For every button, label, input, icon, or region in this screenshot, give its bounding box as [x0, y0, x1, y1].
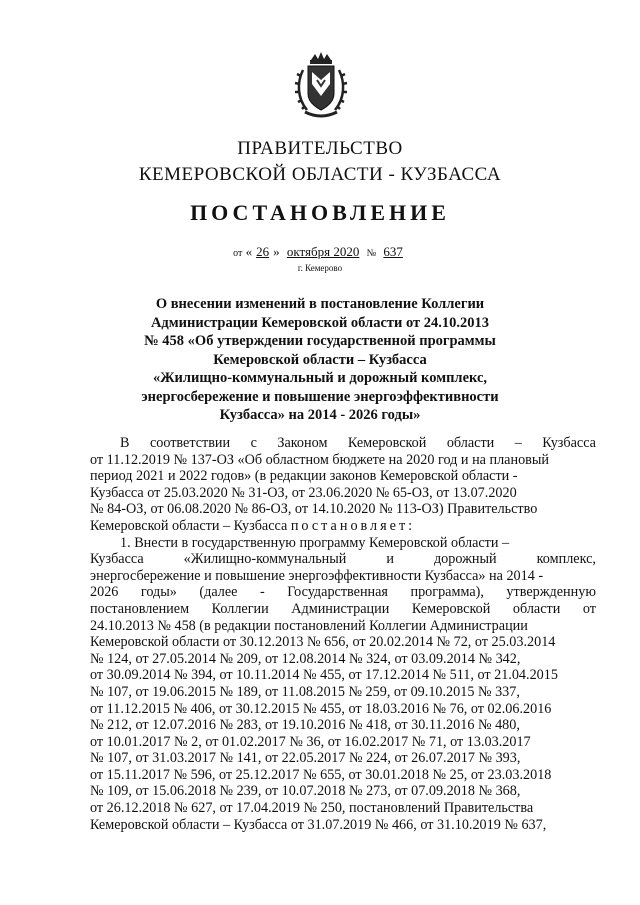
body-text: соответствии	[149, 435, 231, 451]
body-text: Кузбасса от 25.03.2020 № 31-ОЗ, от 23.06.2020 № 65-ОЗ, от 13.07.2020	[90, 484, 517, 501]
body-line	[90, 800, 596, 817]
city-name: г. Кемерово	[297, 263, 343, 273]
body-text: и	[386, 551, 394, 568]
heading-line: О внесении изменений в постановление Коллегии	[155, 296, 485, 312]
body-text: дорожный	[433, 551, 497, 568]
document-number: 637	[383, 244, 403, 259]
body-text: № 107, от 19.06.2015 № 189, от 11.08.2015 № 259, от 09.10.2015 № 337,	[90, 683, 520, 700]
heading-line: энергосбережение и повышение энергоэффективности	[141, 388, 499, 405]
document-body	[90, 435, 596, 833]
body-line	[90, 535, 596, 552]
body-text: от 11.12.2019 № 137-ОЗ «Об областном бюджете на 2020 год и на плановый	[90, 451, 549, 468]
body-text: -	[259, 584, 265, 601]
body-text: программа),	[410, 584, 484, 601]
body-text: (далее	[199, 584, 238, 601]
body-line	[90, 783, 596, 800]
body-text: утвержденную	[506, 584, 596, 601]
body-line	[90, 618, 596, 635]
body-text: энергосбережение и повышение энергоэффективности Кузбасса» на 2014 -	[90, 567, 544, 584]
date-day: 26	[256, 244, 270, 259]
body-text: Кемеровской области – Кузбасса от 31.07.2019 № 466, от 31.10.2019 № 637,	[90, 816, 547, 833]
body-text: комплекс,	[536, 551, 596, 568]
close-quote: »	[273, 244, 280, 259]
government-name-line2: КЕМЕРОВСКОЙ ОБЛАСТИ - КУЗБАССА	[138, 164, 502, 185]
heading-line: Администрации Кемеровской области от 24.10.2013	[150, 314, 490, 331]
document-heading	[80, 295, 560, 425]
body-text: от 11.12.2015 № 406, от 30.12.2015 № 455, от 18.03.2016 № 76, от 02.06.2016	[90, 700, 552, 717]
body-text: № 124, от 27.05.2014 № 209, от 12.08.2014 № 324, от 03.09.2014 № 342,	[90, 650, 521, 667]
body-text: 24.10.2013 № 458 (в редакции постановлений Коллегии Администрации	[90, 617, 528, 634]
body-line	[90, 634, 596, 651]
resolution-word: постановляет:	[290, 517, 416, 534]
body-line	[90, 684, 596, 701]
body-text: Коллегии	[211, 600, 269, 617]
body-line	[90, 485, 596, 502]
body-line	[90, 717, 596, 734]
body-line	[90, 568, 596, 585]
body-text: области	[446, 435, 495, 451]
body-text: от 26.12.2018 № 627, от 17.04.2019 № 250, постановлений Правительства	[90, 800, 534, 817]
body-line	[90, 750, 596, 767]
date-number-line	[0, 244, 640, 260]
body-text: от 30.09.2014 № 394, от 10.11.2014 № 455, от 17.12.2014 № 511, от 21.04.2015	[90, 667, 558, 684]
date-prefix: от	[233, 248, 243, 259]
body-line	[90, 601, 596, 618]
heading-line: Кузбасса» на 2014 - 2026 годы»	[219, 407, 421, 423]
body-line	[90, 452, 596, 469]
body-line	[90, 767, 596, 784]
body-text: Законом	[277, 435, 328, 451]
body-text: 1. Внести в государственную программу Кемеровской области –	[120, 534, 510, 551]
document-type-title: ПОСТАНОВЛЕНИЕ	[190, 200, 450, 225]
body-text: Кемеровской	[347, 435, 427, 451]
body-line	[90, 435, 596, 452]
body-text: Кемеровской области от 30.12.2013 № 656, от 20.02.2014 № 72, от 25.03.2014	[90, 634, 556, 651]
body-text: от 15.11.2017 № 596, от 25.12.2017 № 655, от 30.01.2018 № 25, от 23.03.2018	[90, 766, 552, 783]
body-text: «Жилищно-коммунальный	[183, 551, 347, 568]
body-line	[90, 734, 596, 751]
heading-line: № 458 «Об утверждении государственной программы	[144, 333, 496, 349]
body-text: В	[120, 435, 130, 451]
body-line	[90, 551, 596, 568]
body-line	[90, 584, 596, 601]
heading-line: Кемеровской области – Кузбасса	[213, 351, 427, 368]
body-text: области	[512, 600, 561, 617]
body-line	[90, 518, 596, 535]
body-text: годы»	[140, 584, 177, 601]
government-name-line1: ПРАВИТЕЛЬСТВО	[237, 138, 403, 159]
body-text: период 2021 и 2022 годов» (в редакции законов Кемеровской области -	[90, 468, 518, 485]
date-month-year: октября 2020	[286, 244, 360, 259]
body-text: № 212, от 12.07.2016 № 283, от 19.10.2016 № 418, от 30.11.2016 № 480,	[90, 717, 520, 734]
number-sign: №	[366, 248, 377, 259]
heading-line: «Жилищно-коммунальный и дорожный комплекс,	[152, 370, 488, 386]
body-text: № 107, от 31.03.2017 № 141, от 22.05.2017 № 224, от 26.07.2017 № 393,	[90, 750, 521, 767]
body-text: от 10.01.2017 № 2, от 01.02.2017 № 36, от 16.02.2017 № 71, от 13.03.2017	[90, 733, 531, 750]
body-text: Государственная	[287, 584, 388, 601]
body-text: от	[582, 600, 596, 617]
body-line	[90, 468, 596, 485]
body-line	[90, 667, 596, 684]
body-text: № 84-ОЗ, от 06.08.2020 № 86-ОЗ, от 14.10.2020 № 113-ОЗ) Правительство	[90, 501, 538, 518]
body-text: с	[250, 435, 257, 451]
body-line	[90, 701, 596, 718]
body-line	[90, 501, 596, 518]
body-text: Кемеровской области – Кузбасса	[90, 517, 288, 534]
body-text: 2026	[90, 584, 119, 601]
coat-of-arms-icon	[293, 50, 349, 122]
body-line	[90, 651, 596, 668]
body-text: постановлением	[90, 600, 190, 617]
body-text: Кемеровской	[411, 600, 491, 617]
open-quote: «	[245, 244, 253, 259]
body-text: Кузбасса	[542, 435, 596, 451]
body-text: Кузбасса	[90, 551, 144, 568]
body-text: № 109, от 15.06.2018 № 239, от 10.07.2018 № 273, от 07.09.2018 № 368,	[90, 783, 521, 800]
body-line	[90, 817, 596, 834]
body-text: –	[514, 435, 522, 451]
body-text: Администрации	[291, 600, 390, 617]
